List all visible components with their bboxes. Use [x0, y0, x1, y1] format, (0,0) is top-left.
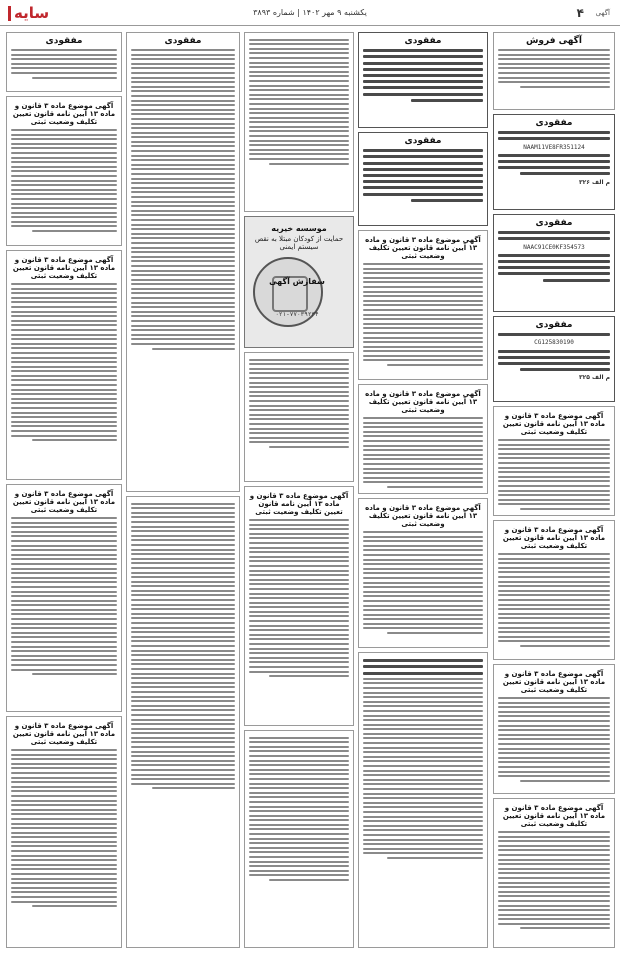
- notice-block: [358, 230, 488, 380]
- notice-title: آگهی موضوع ماده ۳ قانون و ماده ۱۳ آیین نامه قانون تعیین تکلیف وضعیت ثبتی: [365, 390, 481, 414]
- newspaper-logo: سایه: [14, 4, 50, 22]
- notice-block: [358, 132, 488, 226]
- notice-heading: مفقودی: [404, 136, 442, 146]
- promo-box: [244, 216, 354, 348]
- masthead: [0, 0, 620, 26]
- column-1: [493, 32, 615, 952]
- notice-block: [358, 32, 488, 128]
- notice-title: آگهی موضوع ماده ۳ قانون و ماده ۱۳ آیین نامه قانون تعیین تکلیف وضعیت ثبتی: [502, 526, 606, 550]
- promo-subtitle: حمایت از کودکان مبتلا به نقص سیستم ایمنی: [254, 235, 344, 251]
- column-3: [244, 32, 354, 952]
- notice-footer: م الف ۳۲۶: [578, 178, 610, 186]
- notice-block: [493, 316, 615, 402]
- notice-block: [493, 32, 615, 110]
- page-number: ۴: [576, 6, 584, 20]
- notice-block: [6, 716, 122, 948]
- notice-title: آگهی موضوع ماده ۳ قانون و ماده ۱۳ آیین نامه قانون تعیین تکلیف وضعیت ثبتی: [365, 504, 481, 528]
- notice-block: [244, 32, 354, 212]
- notice-block: [244, 486, 354, 726]
- notice-block: [6, 32, 122, 92]
- vin-code: NAAM11VE8FR351124: [523, 143, 585, 151]
- notice-heading: مفقودی: [164, 36, 202, 46]
- notice-title: آگهی موضوع ماده ۳ قانون و ماده ۱۳ آیین نامه قانون تعیین تکلیف وضعیت ثبتی: [502, 412, 606, 436]
- notice-block: [493, 798, 615, 948]
- notice-title: آگهی موضوع ماده ۳ قانون و ماده ۱۳ آیین نامه قانون تعیین تکلیف وضعیت ثبتی: [365, 236, 481, 260]
- notice-block: [493, 214, 615, 312]
- promo-phone: ۰۲۱-۷۷۰۳۹۲۳۴: [275, 311, 319, 318]
- notice-heading: مفقودی: [404, 36, 442, 46]
- notice-block: [358, 498, 488, 648]
- notice-title: آگهی موضوع ماده ۳ قانون و ماده ۱۳ آیین نامه قانون تعیین تکلیف وضعیت ثبتی: [12, 722, 116, 746]
- column-2: [358, 32, 488, 952]
- section-label: آگهی: [595, 9, 610, 17]
- notice-title: آگهی موضوع ماده ۳ قانون و ماده ۱۳ آیین نامه قانون تعیین تکلیف وضعیت ثبتی: [12, 102, 116, 126]
- notice-block: [6, 484, 122, 712]
- notice-block: [493, 664, 615, 794]
- notice-block: [358, 384, 488, 494]
- notice-title: آگهی موضوع ماده ۳ قانون و ماده ۱۳ آیین نامه قانون تعیین تکلیف وضعیت ثبتی: [502, 804, 606, 828]
- notice-title: آگهی موضوع ماده ۳ قانون و ماده ۱۳ آیین نامه قانون تعیین تکلیف وضعیت ثبتی: [12, 256, 116, 280]
- notice-block: [244, 352, 354, 482]
- notice-heading: مفقودی: [45, 36, 83, 46]
- notice-block: [493, 520, 615, 660]
- vin-code: CG125830190: [534, 339, 574, 347]
- vin-code: NAAC91CE0KF354573: [523, 243, 585, 251]
- notice-block: [493, 406, 615, 516]
- promo-title: موسسه خیریه: [271, 224, 327, 233]
- logo-bar: [8, 6, 11, 21]
- notice-title: آگهی موضوع ماده ۳ قانون و ماده ۱۳ آیین نامه قانون تعیین تکلیف وضعیت ثبتی: [12, 490, 116, 514]
- notice-block: [358, 652, 488, 948]
- notice-footer: م الف ۳۲۵: [578, 374, 610, 382]
- notice-block: [244, 730, 354, 948]
- dateline: یکشنبه ۹ مهر ۱۴۰۲ | شماره ۳۸۹۳: [253, 8, 367, 17]
- notice-block: [493, 114, 615, 210]
- notice-block: [6, 96, 122, 246]
- promo-org: سفارش آگهی: [269, 277, 325, 286]
- column-5: [6, 32, 122, 952]
- notice-heading: مفقودی: [535, 320, 573, 330]
- notice-heading: مفقودی: [535, 218, 573, 228]
- notice-block: [126, 32, 240, 492]
- notice-title: آگهی موضوع ماده ۳ قانون و ماده ۱۳ آیین نامه قانون تعیین تکلیف وضعیت ثبتی: [502, 670, 606, 694]
- notice-title: آگهی موضوع ماده ۳ قانون و ماده ۱۳ آیین نامه قانون تعیین تکلیف وضعیت ثبتی: [249, 492, 349, 516]
- notice-heading: آگهی فروش: [525, 36, 582, 46]
- column-4: [126, 32, 240, 952]
- notice-heading: مفقودی: [535, 118, 573, 128]
- notice-block: [6, 250, 122, 480]
- notice-block: [126, 496, 240, 948]
